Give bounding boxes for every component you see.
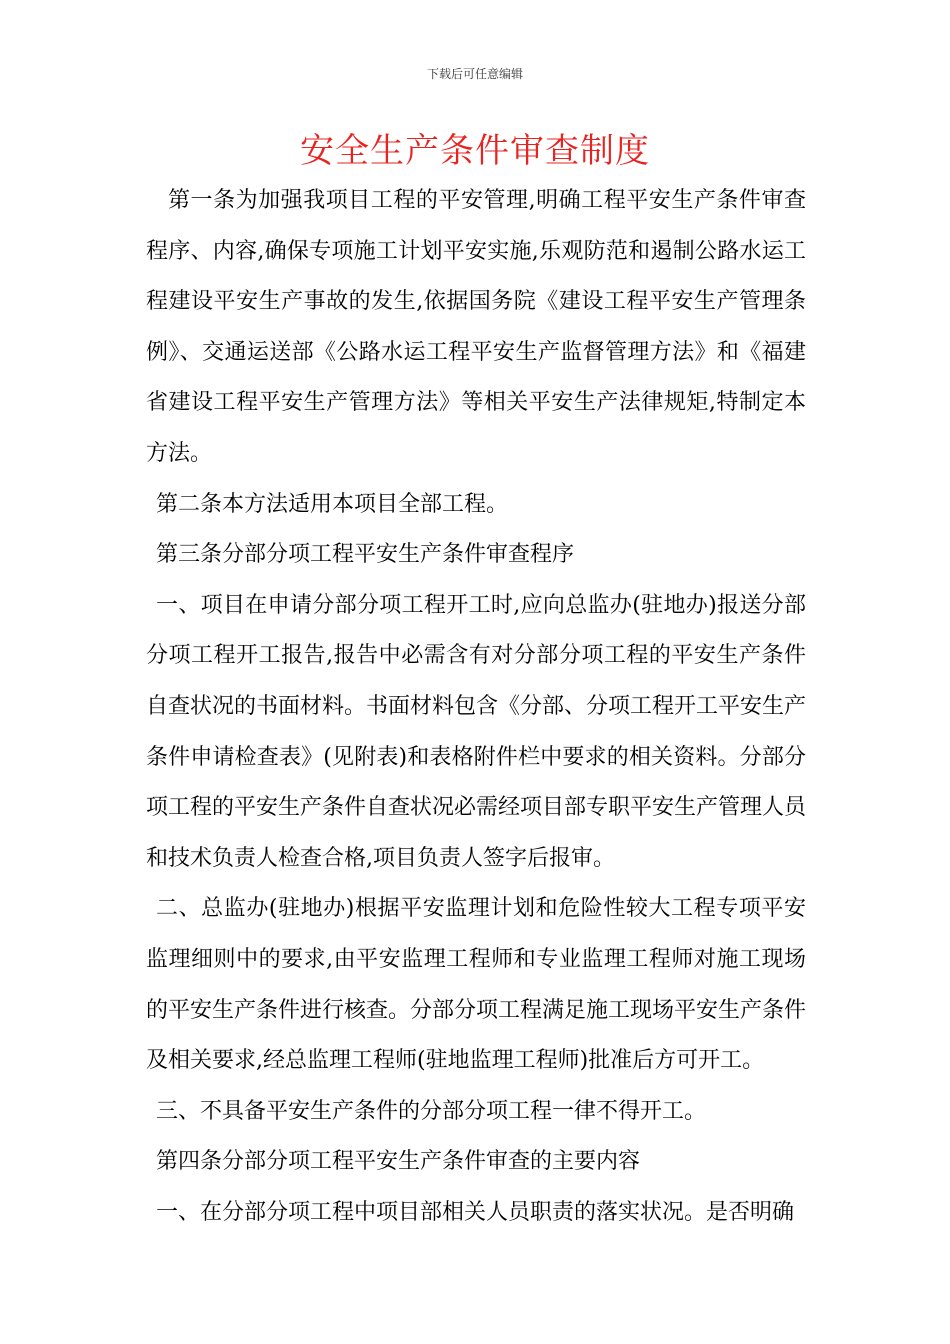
- paragraph-article-3-item-2: 二、总监办(驻地办)根据平安监理计划和危险性较大工程专项平安监理细则中的要求,由平安监理工程师和专业监理工程师对施工现场的平安生产条件进行核查。分部分项工程满足施工现场平安生产条件及相关要求,经总监理工程师(驻地监理工程师)批准后方可开工。: [146, 896, 807, 1074]
- paragraph-article-4-item-1: 一、在分部分项工程中项目部相关人员职责的落实状况。是否明确: [156, 1199, 795, 1225]
- document-body: [146, 176, 806, 1238]
- paragraph-article-1: 第一条为加强我项目工程的平安管理,明确工程平安生产条件审查程序、内容,确保专项施工计划平安实施,乐观防范和遏制公路水运工程建设平安生产事故的发生,依据国务院《建设工程平安生产管理条例》、交通运送部《公路水运工程平安生产监督管理方法》和《福建省建设工程平安生产管理方法》等相关平安生产法律规矩,特制定本方法。: [146, 188, 806, 466]
- paragraph-article-2: 第二条本方法适用本项目全部工程。: [156, 491, 509, 517]
- paragraph-article-3-heading: 第三条分部分项工程平安生产条件审查程序: [156, 542, 575, 568]
- paragraph-article-3-item-1: 一、项目在申请分部分项工程开工时,应向总监办(驻地办)报送分部分项工程开工报告,报告中必需含有对分部分项工程的平安生产条件自查状况的书面材料。书面材料包含《分部、分项工程开工平安生产条件申请检查表》(见附表)和表格附件栏中要求的相关资料。分部分项工程的平安生产条件自查状况必需经项目部专职平安生产管理人员和技术负责人检查合格,项目负责人签字后报审。: [146, 592, 807, 871]
- document-title: 安全生产条件审查制度: [300, 131, 650, 171]
- paragraph-article-3-item-3: 三、不具备平安生产条件的分部分项工程一律不得开工。: [156, 1098, 707, 1124]
- paragraph-article-4-heading: 第四条分部分项工程平安生产条件审查的主要内容: [156, 1149, 641, 1175]
- header-note: 下载后可任意编辑: [426, 67, 523, 81]
